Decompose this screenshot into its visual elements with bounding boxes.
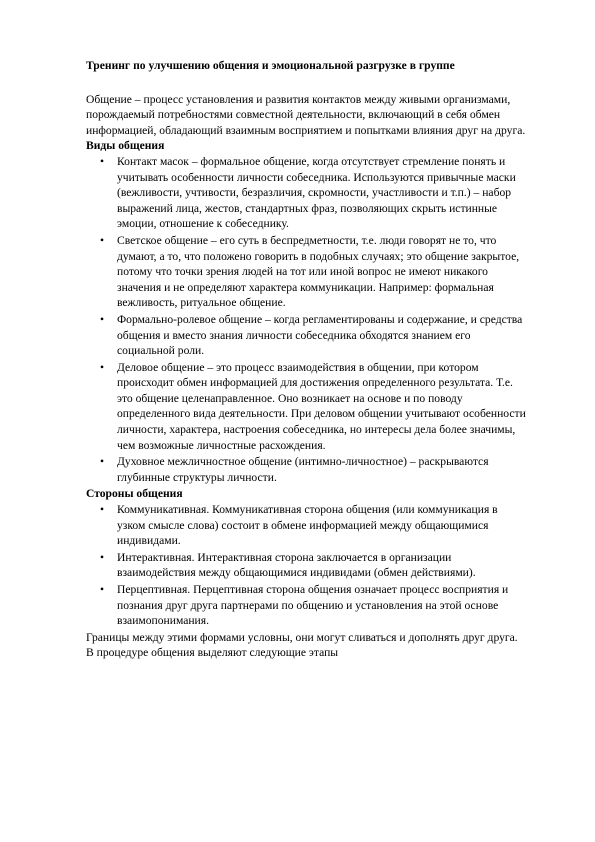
- list-item-text: Перцептивная. Перцептивная сторона общения означает процесс восприятия и познания друг друга партнерами по общению и установления на этой основе взаимопонимания.: [117, 583, 509, 628]
- bullet-icon: •: [100, 360, 105, 374]
- list-item: [86, 550, 526, 581]
- bullet-icon: •: [100, 154, 105, 168]
- intro-paragraph: Общение – процесс установления и развития контактов между живыми организмами, порождаемый потребностями совместной деятельности, включающий в себя обмен информацией, обладающий взаимным восприятием и попытками влияния друг на друга.: [86, 92, 526, 137]
- list-item-text: Коммуникативная. Коммуникативная сторона общения (или коммуникация в узком смысле слова) состоит в обмене информацией между общающимися индивидами.: [117, 503, 498, 548]
- bullet-icon: •: [100, 312, 105, 326]
- bullet-icon: •: [100, 503, 105, 517]
- bullet-icon: •: [100, 583, 105, 596]
- list-item: [86, 154, 526, 232]
- closing-paragraph: В процедуре общения выделяют следующие этапы: [86, 646, 339, 660]
- list-item-text: Интерактивная. Интерактивная сторона заключается в организации взаимодействия между общающимися индивидами (обмен действиями).: [117, 550, 476, 580]
- bullet-icon: •: [100, 233, 105, 247]
- document-title: Тренинг по улучшению общения и эмоциональной разгрузке в группе: [86, 59, 455, 72]
- list-item-text: Формально-ролевое общение – когда регламентированы и содержание, и средства общения и вместо знания личности собеседника обходятся знанием его социальной роли.: [117, 312, 523, 358]
- list-item: [86, 312, 526, 359]
- list-item: [86, 454, 526, 485]
- section-heading-sides: Стороны общения: [86, 487, 183, 501]
- closing-paragraph: Границы между этими формами условны, они могут сливаться и дополнять друг друга.: [86, 630, 518, 644]
- list-item: [86, 502, 526, 549]
- bullet-icon: •: [100, 550, 105, 564]
- list-item-text: Деловое общение – это процесс взаимодействия в общении, при котором происходит обмен информацией для достижения определенного результата. Т.е. это общение целенаправленное. Оно возникает на основе и по поводу определенного вида деятельности. При деловом общении учитывают особенности личности, характера, настроения собеседника, но интересы дела более значимы, чем возможные личностные расхождения.: [117, 360, 526, 452]
- bullet-icon: •: [100, 455, 105, 469]
- list-item: [86, 233, 526, 311]
- list-item: [86, 360, 526, 454]
- sides-list: [86, 502, 526, 629]
- list-item: [86, 582, 526, 629]
- document-page: [86, 58, 526, 661]
- list-item-text: Духовное межличностное общение (интимно-личностное) – раскрываются глубинные структуры личности.: [117, 455, 489, 484]
- types-list: [86, 154, 526, 485]
- section-heading-types: Виды общения: [86, 139, 165, 153]
- list-item-text: Контакт масок – формальное общение, когда отсутствует стремление понять и учитывать особенности личности собеседника. Используются привычные маски (вежливости, учтивости, безразличия, скромности, участливости и т.п.) – набор выражений лица, жестов, стандартных фраз, позволяющих скрыть истинные эмоции, отношение к собеседнику.: [117, 154, 516, 231]
- list-item-text: Светское общение – его суть в беспредметности, т.е. люди говорят не то, что думают, а то, что положено говорить в подобных случаях; это общение закрытое, потому что точки зрения людей на тот или иной вопрос не имеют никакого значения и не определяют характера коммуникации. Например: формальная вежливость, ритуальное общение.: [117, 233, 520, 310]
